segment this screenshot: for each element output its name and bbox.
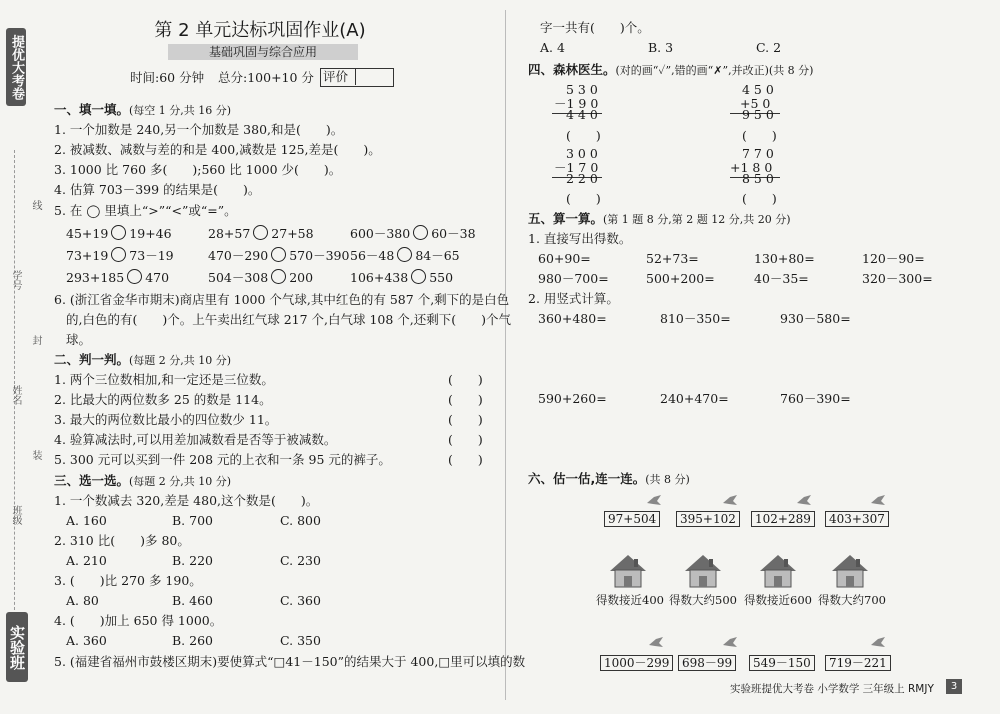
mental-calc[interactable]: 500+200=: [646, 271, 715, 286]
side-mark: 线: [30, 200, 41, 210]
sec2-q3: 3. 最大的两位数比最小的四位数少 11。: [54, 412, 278, 427]
blank-circle[interactable]: [253, 225, 268, 240]
option[interactable]: A. 210: [66, 553, 107, 568]
expr-box[interactable]: 97+504: [604, 508, 660, 527]
judge-blank[interactable]: ( ): [448, 432, 483, 447]
sec2-q2: 2. 比最大的两位数多 25 的数是 114。: [54, 392, 272, 407]
doctor-blank[interactable]: ( ): [742, 128, 777, 143]
expr-box[interactable]: 1000－299: [600, 652, 673, 671]
bird-icon: [648, 636, 664, 650]
doctor-blank[interactable]: ( ): [566, 191, 601, 206]
sec1-heading: [54, 102, 231, 119]
judge-blank[interactable]: ( ): [448, 452, 483, 467]
house-icon: [829, 553, 871, 589]
sec3-q1: 1. 一个数减去 320,差是 480,这个数是( )。: [54, 493, 319, 508]
bird-icon: [870, 494, 886, 508]
blank-circle[interactable]: [271, 269, 286, 284]
bird-icon: [722, 636, 738, 650]
blank-circle[interactable]: [111, 225, 126, 240]
compare-item: 600－380 60－38: [350, 226, 476, 241]
sec3-q5-cont: 字一共有( )个。: [540, 20, 650, 35]
judge-blank[interactable]: ( ): [448, 372, 483, 387]
option[interactable]: B. 220: [172, 553, 213, 568]
estimate-label[interactable]: 得数接近400: [596, 593, 664, 607]
eval-label: 评价: [323, 69, 356, 85]
blank-circle[interactable]: [413, 225, 428, 240]
sec2-q4: 4. 验算减法时,可以用差加减数看是否等于被减数。: [54, 432, 337, 447]
vertical-calc[interactable]: 810－350=: [660, 311, 731, 326]
option[interactable]: A. 4: [540, 40, 565, 55]
house-icon: [682, 553, 724, 589]
vcalc-mid: －1 7 0: [554, 160, 599, 175]
blank-circle[interactable]: [111, 247, 126, 262]
option[interactable]: B. 700: [172, 513, 213, 528]
option[interactable]: C. 360: [280, 593, 321, 608]
sec1-q4: 4. 估算 703－399 的结果是( )。: [54, 182, 261, 197]
vcalc-result: 8 5 0: [742, 171, 774, 186]
vcalc-mid: +1 8 0: [730, 160, 773, 175]
vcalc-top: 7 7 0: [742, 146, 774, 161]
compare-item: 56－48 84－65: [350, 248, 460, 263]
judge-blank[interactable]: ( ): [448, 392, 483, 407]
blank-circle[interactable]: [271, 247, 286, 262]
blank-circle[interactable]: [127, 269, 142, 284]
page-title: 第 2 单元达标巩固作业(A): [154, 20, 366, 41]
compare-item: 45+19 19+46: [66, 226, 172, 241]
page-number: 3: [946, 679, 962, 694]
option[interactable]: B. 460: [172, 593, 213, 608]
column-divider: [505, 10, 506, 700]
sec3-q4: 4. ( )加上 650 得 1000。: [54, 613, 223, 628]
sec1-q6-line1: 6. (浙江省金华市期末)商店里有 1000 个气球,其中红色的有 587 个,剩下的是白色: [54, 292, 510, 307]
estimate-label[interactable]: 得数大约700: [818, 593, 886, 607]
sec3-q5: 5. (福建省福州市鼓楼区期末)要使算式“□41－150”的结果大于 400,□里可以填的数: [54, 654, 526, 669]
bird-icon: [870, 636, 886, 650]
expr-box[interactable]: 719－221: [825, 652, 891, 671]
vertical-calc[interactable]: 930－580=: [780, 311, 851, 326]
compare-item: 470－290 570－390: [208, 248, 350, 263]
sec2-note: (每题 2 分,共 10 分): [129, 354, 232, 367]
expr-box[interactable]: 395+102: [676, 508, 740, 527]
sec1-q6-line2: 的,白色的有( )个。上午卖出红气球 217 个,白气球 108 个,还剩下( )个气: [66, 312, 512, 327]
sec2-heading: [54, 352, 231, 369]
option[interactable]: C. 2: [756, 40, 782, 55]
sec1-q6-line3: 球。: [66, 332, 92, 347]
estimate-label[interactable]: 得数大约500: [669, 593, 737, 607]
bird-icon: [722, 494, 738, 508]
total-score: 总分:100+10 分: [218, 70, 314, 85]
sec4-note: (对的画“✓”,错的画“✗”,并改正)(共 8 分): [615, 64, 814, 77]
option[interactable]: A. 160: [66, 513, 107, 528]
blank-circle[interactable]: [411, 269, 426, 284]
side-mark: 装: [30, 450, 41, 460]
sec1-q1: 1. 一个加数是 240,另一个加数是 380,和是( )。: [54, 122, 344, 137]
top-logo: 提优大考卷: [6, 28, 26, 106]
side-mark: 姓名: [10, 385, 21, 405]
vertical-calc[interactable]: 360+480=: [538, 311, 607, 326]
sec1-q5: 5. 在 ◯ 里填上“>”“<”或“=”。: [54, 203, 237, 218]
sec5-heading: [528, 211, 791, 228]
estimate-label[interactable]: 得数接近600: [744, 593, 812, 607]
compare-item: 73+19 73－19: [66, 248, 174, 263]
sec3-q3: 3. ( )比 270 多 190。: [54, 573, 202, 588]
vcalc-top: 4 5 0: [742, 82, 774, 97]
vcalc-top: 3 0 0: [566, 146, 598, 161]
mental-calc[interactable]: 120－90=: [862, 251, 925, 266]
house-icon: [757, 553, 799, 589]
bird-icon: [646, 494, 662, 508]
side-mark: 学号: [10, 270, 21, 290]
compare-item: 106+438 550: [350, 270, 454, 285]
mental-calc[interactable]: 60+90=: [538, 251, 591, 266]
sec5-s2: 2. 用竖式计算。: [528, 291, 619, 306]
mental-calc[interactable]: 320－300=: [862, 271, 933, 286]
side-mark: 班级: [10, 505, 21, 525]
compare-item: 504－308 200: [208, 270, 314, 285]
vertical-calc[interactable]: 760－390=: [780, 391, 851, 406]
vcalc-mid: +5 0: [740, 96, 771, 111]
time-limit: 时间:60 分钟: [130, 70, 205, 85]
mental-calc[interactable]: 980－700=: [538, 271, 609, 286]
vcalc-result: 2 2 0: [566, 171, 598, 186]
mental-calc[interactable]: 52+73=: [646, 251, 699, 266]
sec3-note: (每题 2 分,共 10 分): [129, 475, 232, 488]
vertical-calc[interactable]: 590+260=: [538, 391, 607, 406]
sec2-q5: 5. 300 元可以买到一件 208 元的上衣和一条 95 元的裤子。: [54, 452, 391, 467]
compare-item: 28+57 27+58: [208, 226, 314, 241]
house-icon: [607, 553, 649, 589]
bird-icon: [796, 494, 812, 508]
expr-box[interactable]: 403+307: [825, 508, 889, 527]
vcalc-result: 9 5 0: [742, 107, 774, 122]
judge-blank[interactable]: ( ): [448, 412, 483, 427]
footer-text: 实验班提优大考卷 小学数学 三年级上 RMJY: [730, 683, 934, 695]
sec5-title: 五、算一算。: [528, 211, 604, 226]
sec1-note: (每空 1 分,共 16 分): [129, 104, 232, 117]
sec6-title: 六、估一估,连一连。: [528, 471, 646, 486]
option[interactable]: A. 360: [66, 633, 107, 648]
mental-calc[interactable]: 40－35=: [754, 271, 809, 286]
sec3-title: 三、选一选。: [54, 473, 130, 488]
sec3-heading: [54, 473, 231, 490]
option[interactable]: B. 3: [648, 40, 674, 55]
sec5-s1: 1. 直接写出得数。: [528, 231, 632, 246]
sec2-q1: 1. 两个三位数相加,和一定还是三位数。: [54, 372, 274, 387]
sec6-note: (共 8 分): [645, 473, 690, 486]
sec4-title: 四、森林医生。: [528, 62, 616, 77]
blank-circle[interactable]: [397, 247, 412, 262]
sec1-q2: 2. 被减数、减数与差的和是 400,减数是 125,差是( )。: [54, 142, 381, 157]
mental-calc[interactable]: 130+80=: [754, 251, 815, 266]
doctor-blank[interactable]: ( ): [566, 128, 601, 143]
option[interactable]: C. 230: [280, 553, 321, 568]
vertical-calc[interactable]: 240+470=: [660, 391, 729, 406]
vcalc-result: 4 4 0: [566, 107, 598, 122]
doctor-blank[interactable]: ( ): [742, 191, 777, 206]
subtitle: 基础巩固与综合应用: [168, 44, 358, 60]
sec1-q3: 3. 1000 比 760 多( );560 比 1000 少( )。: [54, 162, 342, 177]
bottom-logo: 实验班: [6, 612, 28, 682]
sec5-note: (第 1 题 8 分,第 2 题 12 分,共 20 分): [603, 213, 791, 226]
vcalc-top: 5 3 0: [566, 82, 598, 97]
option[interactable]: C. 350: [280, 633, 321, 648]
sec3-q2: 2. 310 比( )多 80。: [54, 533, 190, 548]
option[interactable]: A. 80: [66, 593, 99, 608]
expr-box[interactable]: 698－99: [678, 652, 736, 671]
option[interactable]: C. 800: [280, 513, 321, 528]
sec4-heading: [528, 62, 813, 79]
compare-item: 293+185 470: [66, 270, 170, 285]
expr-box[interactable]: 549－150: [749, 652, 815, 671]
eval-box: [320, 68, 394, 87]
side-binding-strip: [0, 0, 46, 714]
expr-box[interactable]: 102+289: [751, 508, 815, 527]
sec6-heading: [528, 471, 690, 488]
vcalc-mid: －1 9 0: [554, 96, 599, 111]
option[interactable]: B. 260: [172, 633, 213, 648]
side-mark: 封: [30, 335, 41, 345]
sec1-title: 一、填一填。: [54, 102, 130, 117]
sec2-title: 二、判一判。: [54, 352, 130, 367]
